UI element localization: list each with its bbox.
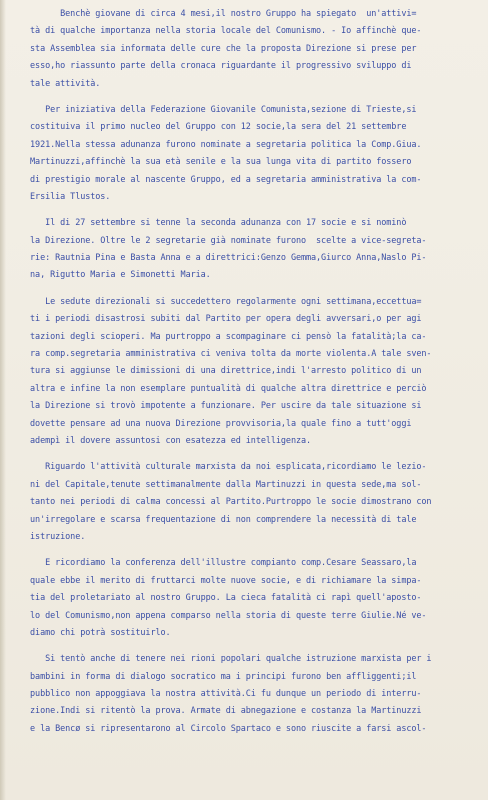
text-line: tanto nei periodi di calma concessi al Partito.Purtroppo le socie dimostrano con: [20, 497, 432, 508]
text-line: Martinuzzi,affinchè la sua età senile e la sua lunga vita di partito fossero: [20, 157, 412, 168]
paragraph: [20, 651, 482, 738]
text-line: tale attività.: [20, 78, 101, 89]
paragraph-gap: [20, 206, 482, 215]
text-line: Le sedute direzionali si succedettero regolarmente ogni settimana,eccettua=: [20, 296, 422, 307]
paragraph-gap: [20, 285, 482, 294]
paragraph-gap: [20, 546, 482, 555]
paragraph: [20, 294, 482, 451]
text-line: esso,ho riassunto parte della cronaca riguardante il progressivo sviluppo di: [20, 61, 412, 72]
text-line: dovette pensare ad una nuova Direzione provvisoria,la quale fino a tutt'oggi: [20, 418, 412, 429]
text-line: la Direzione. Oltre le 2 segretarie già nominate furono scelte a vice-segreta-: [20, 235, 427, 246]
text-line: di prestigio morale al nascente Gruppo, ed a segretaria amministrativa la com-: [20, 174, 422, 185]
paragraph-gap: [20, 93, 482, 102]
text-line: rie: Rautnia Pina e Basta Anna e a direttrici:Genzo Gemma,Giurco Anna,Naslo Pi-: [20, 253, 427, 264]
text-line: tia del proletariato al nostro Gruppo. La cieca fatalità ci rapì quell'aposto-: [20, 593, 422, 604]
text-line: altra e infine la non esemplare puntualità di qualche altra direttrice e perciò: [20, 383, 427, 394]
text-line: tà di qualche importanza nella storia locale del Comunismo. - Io affinchè que-: [20, 26, 422, 37]
text-line: tazioni degli scioperi. Ma purtroppo a scompaginare ci pensò la fatalità;la ca-: [20, 331, 427, 342]
paragraph: [20, 215, 482, 285]
text-line: istruzione.: [20, 531, 86, 542]
text-line: Benchè giovane di circa 4 mesi,il nostro Gruppo ha spiegato un'attivi=: [20, 9, 417, 19]
text-line: Il di 27 settembre si tenne la seconda adunanza con 17 socie e si nominò: [20, 218, 407, 229]
paragraph: [20, 102, 482, 206]
text-line: tura si aggiunse le dimissioni di una direttrice,indi l'arresto politico di un: [20, 366, 422, 377]
text-line: ti i periodi disastrosi subiti dal Partito per opera degli avversari,o per agi: [20, 314, 422, 325]
text-line: 1921.Nella stessa adunanza furono nominate a segretaria politica la Comp.Giua.: [20, 139, 422, 150]
text-line: Ersilia Tlustos.: [20, 191, 111, 202]
text-line: Per iniziativa della Federazione Giovanile Comunista,sezione di Trieste,si: [20, 104, 417, 115]
text-line: Riguardo l'attività culturale marxista da noi esplicata,ricordiamo le lezio-: [20, 462, 427, 473]
text-line: pubblico non appoggiava la nostra attività.Ci fu dunque un periodo di interru-: [20, 689, 422, 700]
text-line: E ricordiamo la conferenza dell'illustre compianto comp.Cesare Seassaro,la: [20, 558, 417, 569]
text-line: un'irregolare e scarsa frequentazione di non comprendere la necessità di tale: [20, 514, 417, 525]
paper-fold-shadow: [0, 0, 6, 800]
text-line: Si tentò anche di tenere nei rioni popolari qualche istruzione marxista per i: [20, 654, 432, 665]
text-line: adempì il dovere assuntosi con esatezza ed intelligenza.: [20, 435, 312, 446]
paragraph-gap: [20, 642, 482, 651]
text-line: sta Assemblea sia informata delle cure che la proposta Direzione si prese per: [20, 43, 417, 54]
text-line: diamo chi potrà sostituirlo.: [20, 627, 171, 638]
text-line: lo del Comunismo,non appena comparso nella storia di queste terre Giulie.Né ve-: [20, 610, 427, 621]
paragraph: [20, 555, 482, 642]
text-line: zione.Indi si ritentò la prova. Armate di abnegazione e costanza la Martinuzzi: [20, 706, 422, 717]
paragraph-gap: [20, 450, 482, 459]
text-line: e la Bencø si ripresentarono al Circolo Spartaco e sono riuscite a farsi ascol-: [20, 723, 427, 734]
text-line: bambini in forma di dialogo socratico ma i principi furono ben affliggenti;il: [20, 671, 417, 682]
text-line: ni del Capitale,tenute settimanalmente dalla Martinuzzi in questa sede,ma sol-: [20, 479, 422, 490]
text-line: quale ebbe il merito di fruttarci molte nuove socie, e di richiamare la simpa-: [20, 575, 422, 586]
text-line: na, Rigutto Maria e Simonetti Maria.: [20, 270, 211, 281]
paragraph: [20, 6, 482, 93]
text-line: la Direzione si trovò impotente a funzionare. Per uscire da tale situazione si: [20, 401, 422, 412]
text-line: costituiva il primo nucleo del Gruppo con 12 socie,la sera del 21 settembre: [20, 122, 407, 133]
paragraph: [20, 459, 482, 546]
text-line: ra comp.segretaria amministrativa ci veniva tolta da morte violenta.A tale sven-: [20, 349, 432, 360]
typewritten-text: [20, 6, 482, 738]
